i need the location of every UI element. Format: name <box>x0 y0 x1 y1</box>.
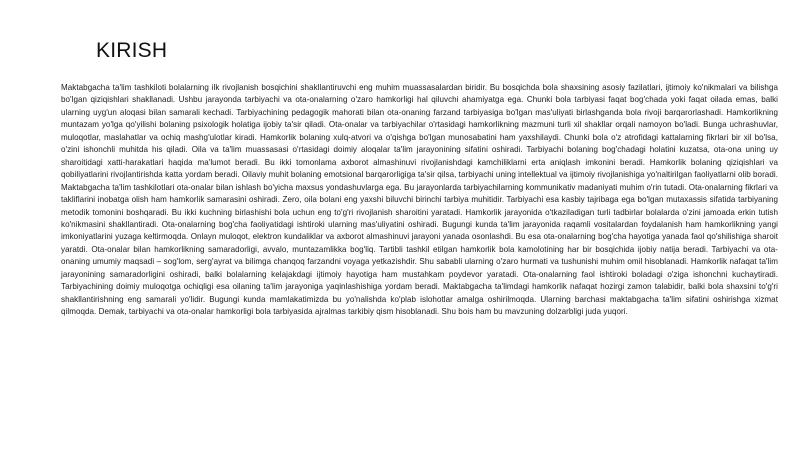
body-paragraph: Maktabgacha ta'lim tashkiloti bolalarning ilk rivojlanish bosqichini shakllantiruvchi eng muhim muassasalardan biridir. Bu bosqichda bola shaxsining asosiy fazilatlari, ijtimoiy ko'nikmalari va bilishga bo'lgan qiziqishlari shakllanadi. Ushbu jarayonda tarbiyachi va ota-onalarning o'zaro hamkorligi hal qiluvchi ahamiyatga ega. Chunki bola tarbiyasi faqat bog'chada yoki faqat oilada emas, balki ularning uyg'un aloqasi bilan samarali kechadi. Tarbiyachining pedagogik mahorati bilan ota-onaning farzand tarbiyasiga bo'lgan mas'uliyati birlashganda bola rivoji barqarorlashadi. Hamkorlikning muntazam yo'lga qo'yilishi bolaning psixologik holatiga ijobiy ta'sir qiladi. Ota-onalar va tarbiyachilar o'rtasidagi hamkorlikning mazmuni turli xil shakllar orqali namoyon bo'ladi. Bunga uchrashuvlar, muloqotlar, maslahatlar va ochiq mashg'ulotlar kiradi. Hamkorlik bolaning xulq-atvori va o'qishga bo'lgan munosabatini ham yaxshilaydi. Chunki bola o'z atrofidagi kattalarning fikrlari bir xil bo'lsa, o'zini ishonchli muhitda his qiladi. Oila va ta'lim muassasasi o'rtasidagi doimiy aloqalar ta'lim jarayonining sifatini oshiradi. Tarbiyachi bolaning bog'chadagi holatini kuzatsa, ota-ona uning uy sharoitidagi xatti-harakatlari haqida ma'lumot beradi. Bu ikki tomonlama axborot almashinuvi rivojlanishdagi kamchiliklarni erta aniqlash imkonini beradi. Hamkorlik bolaning qiziqishlari va qobiliyatlarini rivojlantirishda katta yordam beradi. Oilaviy muhit bolaning emotsional barqarorligiga ta'sir qilsa, tarbiyachi uning intellektual va ijtimoiy rivojlanishiga yo'naltirilgan faoliyatlarni olib boradi. Maktabgacha ta'lim tashkilotlari ota-onalar bilan ishlash bo'yicha maxsus yondashuvlarga ega. Bu jarayonlarda tarbiyachilarning kommunikativ madaniyati muhim o'rin tutadi. Ota-onalarning fikrlari va takliflarini inobatga olish ham hamkorlik samarasini oshiradi. Zero, oila bolani eng yaxshi biluvchi birinchi tarbiya muhitidir. Tarbiyachi esa kasbiy tajribaga ega bo'lgan mutaxassis sifatida tarbiyaning metodik tomonini boshqaradi. Bu ikki kuchning birlashishi bola uchun eng to'g'ri rivojlanish sharoitini yaratadi. Hamkorlik jarayonida o'tkaziladigan turli tadbirlar bolalarda o'zini jamoada erkin tutish ko'nikmasini shakllantiradi. Ota-onalarning bog'cha faoliyatidagi ishtiroki ularning mas'uliyatini oshiradi. Bugungi kunda ta'lim jarayonida raqamli vositalardan foydalanish ham hamkorlikning yangi imkoniyatlarini yuzaga keltirmoqda. Onlayn muloqot, elektron kundaliklar va axborot almashinuvi jarayoni yanada osonlashdi. Bu esa ota-onalarning bog'cha hayotiga yanada faol qo'shilishiga sharoit yaratdi. Ota-onalar bilan hamkorlikning samaradorligi, avvalo, muntazamlikka bog'liq. Tartibli tashkil etilgan hamkorlik bola kamolotining har bir bosqichida ijobiy natija beradi. Tarbiyachi va ota-onaning umumiy maqsadi – sog'lom, serg'ayrat va bilimga chanqoq farzandni voyaga yetkazishdir. Shu sababli ularning o'zaro hurmati va tushunishi muhim omil hisoblanadi. Hamkorlik nafaqat ta'lim jarayonining samaradorligini oshiradi, balki bolalarning kelajakdagi ijtimoiy hayotiga ham mustahkam poydevor yaratadi. Ota-onalarning faol ishtiroki boladagi o'ziga ishonchni kuchaytiradi. Tarbiyachining doimiy muloqotga ochiqligi esa oilaning ta'lim jarayoniga yaqinlashishiga yordam beradi. Maktabgacha ta'limdagi hamkorlik nafaqat hozirgi zamon talabidir, balki bola shaxsini to'g'ri shakllantirishning eng samarali yo'lidir. Bugungi kunda mamlakatimizda bu yo'nalishda ko'plab islohotlar amalga oshirilmoqda. Ularning barchasi maktabgacha ta'lim sifatini oshirishga xizmat qilmoqda. Demak, tarbiyachi va ota-onalar hamkorligi bola tarbiyasida ajralmas tarkibiy qism hisoblanadi. Shu bois ham bu mavzuning dolzarbligi juda yuqori. <box>61 83 778 317</box>
page-title: KIRISH <box>96 39 168 62</box>
